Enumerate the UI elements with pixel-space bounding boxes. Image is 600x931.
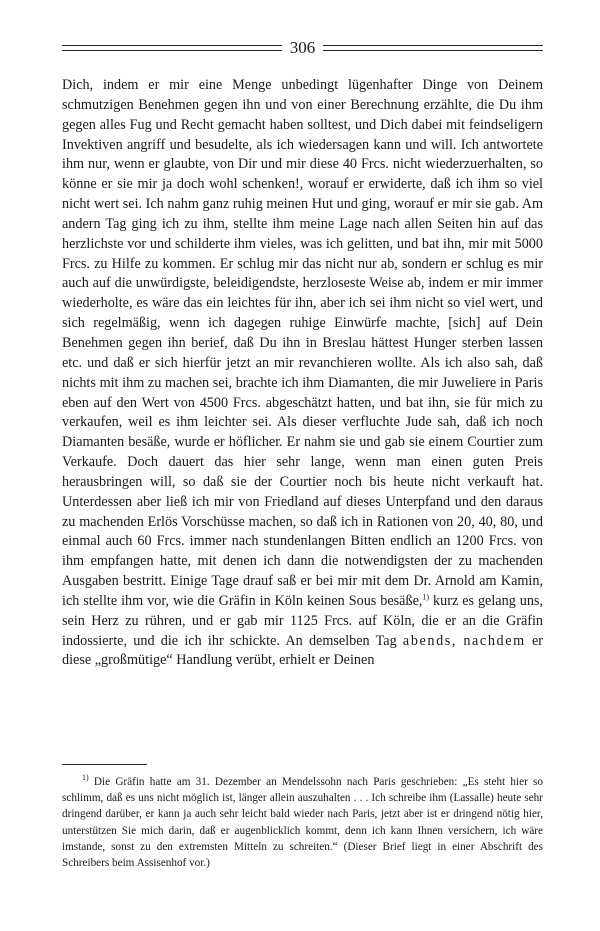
footnote-text: Die Gräfin hatte am 31. Dezember an Mendelssohn nach Paris geschrieben: „Es steht hier so schlimm, daß es uns nicht möglich ist, länger allein auszuhalten . . . Ich schreibe ihm (Lassalle) heute sehr dringend darüber, er kann ja auch sehr leicht bald wieder nach Paris, jetzt aber ist er dringend nötig hier, unterstützen Sie mich darin, daß er augenblicklich kommt, denn ich kann Ihnen versichern, ich wäre imstande, sonst zu den extremsten Mitteln zu schreiten.“ (Dieser Brief liegt in einer Abschrift des Schreibers beim Assisenhof vor.) [62,776,543,870]
body-text-part-1: Dich, indem er mir eine Menge unbedingt lügenhafter Dinge von Deinem schmutzigen Benehmen gegen ihn und von einer Berechnung erzählte, die Du ihm gegen alles Fug und Recht gemacht haben solltest, und Dich dabei mit feindseligern Invektiven angriff und besudelte, als ich wiedersagen kann und will. Ich antwortete ihm nur, wenn er glaubte, von Dir und mir diese 40 Frcs. nicht wiederzuerhalten, so könne er sie mir ja doch wohl schenken!, worauf er erwiderte, daß ich ihm so viel nicht wert sei. Ich nahm ganz ruhig meinen Hut und ging, worauf er mir sie gab. Am andern Tag ging ich zu ihm, stellte ihm meine Lage nach allen Seiten hin auf das herzlichste vor und schilderte ihm vieles, was ich gelitten, und bat ihn, mir mit 5000 Frcs. zu Hilfe zu kommen. Er schlug mir das nicht nur ab, sondern er schlug es mir auch auf die unwürdigste, beleidigendste, herzloseste Weise ab, indem er mir immer wiederholte, es wäre das ein leichtes für ihn, aber ich sei ihm nicht so viel wert, und sich regelmäßig, wenn ich dagegen ruhige Einwürfe machte, [sich] auf Dein Benehmen gegen ihn berief, daß Du ihn in Breslau hättest Hunger sterben lassen etc. und daß er sich hierfür jetzt an mir revanchieren wollte. Als ich also sah, daß nichts mit ihm zu machen sei, brachte ich ihm Diamanten, die mir Juweliere in Paris eben auf den Wert von 4500 Frcs. abgeschätzt hatten, und bat ihn, sie für mich zu verkaufen, weil es ihm leichter sei. Als dieser verfluchte Jude sah, daß ich noch Diamanten besäße, wurde er höflicher. Er nahm sie und gab sie einem Courtier zum Verkaufe. Doch dauert das hier sehr lange, wenn man einen guten Preis herausbringen will, so daß sie der Courtier noch bis heute nicht verkauft hat. Unterdessen aber ließ ich mir von Friedland auf dieses Unterpfand und den daraus zu machenden Erlös Vorschüsse machen, so daß ich in Rationen von 20, 40, 80, und einmal auch 60 Frcs. immer nach stundenlangen Bitten endlich an 1200 Frcs. von ihm empfangen hatte, mit denen ich dann die notwendigsten der zu machenden Ausgaben bestritt. Einige Tage drauf saß er bei mir mit dem Dr. Arnold am Kamin, ich stellte ihm vor, wie die Gräfin in Köln keinen Sous besäße, [62,77,543,609]
spaced-emphasis-abends: abends, [402,632,458,649]
page-number: 306 [289,38,316,57]
page-header [62,38,543,58]
footnote-mark: 1) [82,773,89,783]
body-paragraph [62,76,543,671]
body-text-part-2: kurz es gelang uns, sein Herz zu rühren, und er gab mir 1125 Frcs. auf Köln, die er an die Gräfin indossierte, und die ich ihr schickte. An demselben Tag [62,592,543,649]
footnote-reference: 1) [422,592,430,602]
header-rule-left [62,45,282,51]
spaced-emphasis-nachdem: nachdem [463,632,526,649]
footnote-separator [62,764,147,765]
body-text-part-4: er diese „großmütige“ Handlung verübt, erhielt er Deinen [62,632,544,669]
header-rule-right [323,45,543,51]
footnote [62,774,543,871]
